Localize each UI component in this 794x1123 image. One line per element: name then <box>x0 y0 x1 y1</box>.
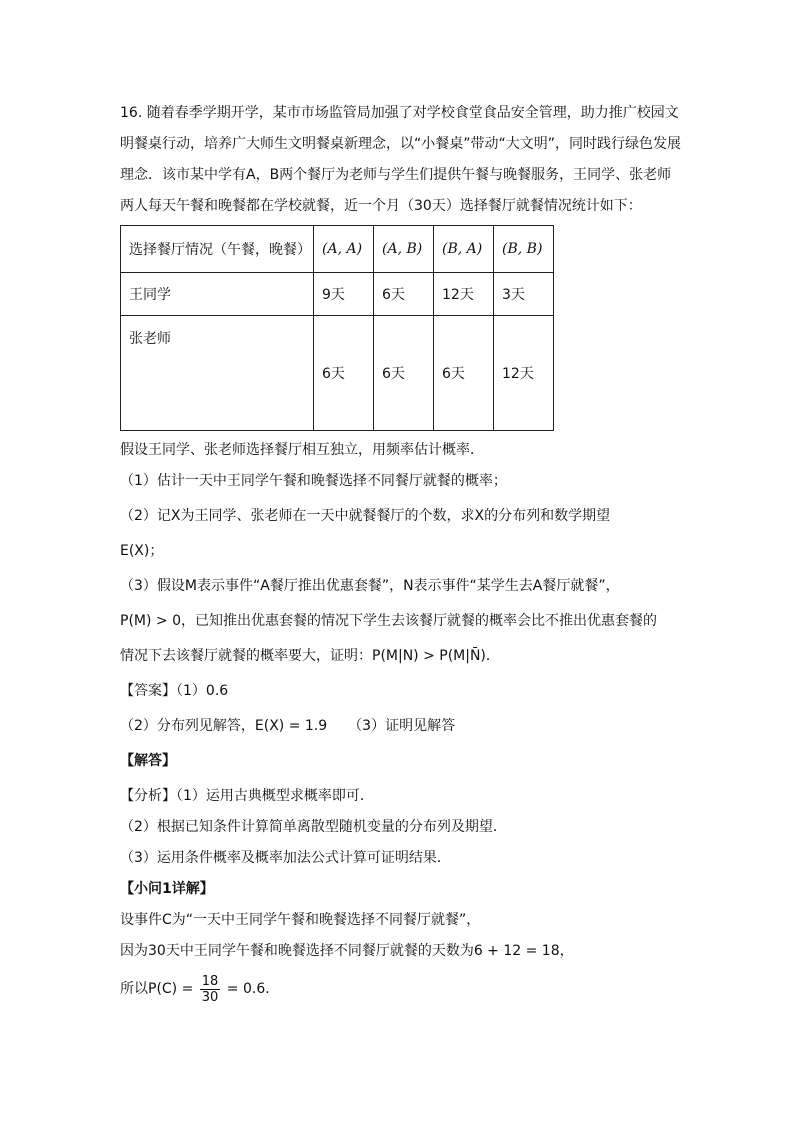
table-header-ab: (A, B) <box>374 226 434 273</box>
row-name: 张老师 <box>121 316 314 431</box>
question-1: （1）估计一天中王同学午餐和晚餐选择不同餐厅就餐的概率； <box>120 473 507 489</box>
table-row <box>121 316 554 431</box>
problem-content <box>120 98 680 1009</box>
table-cell: 12天 <box>434 273 494 316</box>
final-result-line <box>120 969 680 1009</box>
intro-line-3: 理念．该市某中学有A，B两个餐厅为老师与学生们提供午餐与晚餐服务，王同学、张老师 <box>120 167 672 183</box>
question-3-line-2: P(M) > 0，已知推出优惠套餐的情况下学生去该餐厅就餐的概率会比不推出优惠套餐的 <box>120 613 657 629</box>
question-3-line-1: （3）假设M表示事件“A餐厅推出优惠套餐”，N表示事件“某学生去A餐厅就餐”， <box>120 578 620 594</box>
row-name: 王同学 <box>121 273 314 316</box>
table-header-bb: (B, B) <box>494 226 554 273</box>
question-3-line-3: 情况下去该餐厅就餐的概率要大，证明：P(M|N) > P(M|N̄)． <box>120 648 500 664</box>
table-cell: 6天 <box>374 316 434 431</box>
table-header-ba: (B, A) <box>434 226 494 273</box>
table-row <box>121 273 554 316</box>
sub-question-1-heading: 【小问1详解】 <box>120 881 214 897</box>
final-result-suffix: = 0.6． <box>226 981 280 997</box>
intro-line-4: 两人每天午餐和晚餐都在学校就餐，近一个月（30天）选择餐厅就餐情况统计如下： <box>120 198 642 214</box>
final-result-prefix: 所以P(C) = <box>120 981 194 997</box>
analysis-line-2: （2）根据已知条件计算简单离散型随机变量的分布列及期望． <box>120 819 507 835</box>
table-header-aa: (A, A) <box>314 226 374 273</box>
intro-line-2: 明餐桌行动，培养广大师生文明餐桌新理念，以“小餐桌”带动“大文明”，同时践行绿色发展 <box>120 136 682 152</box>
question-2-line-2: E(X)； <box>120 543 164 559</box>
answer-line-2: （2）分布列见解答，E(X) = 1.9 （3）证明见解答 <box>120 718 456 734</box>
analysis-line-3: （3）运用条件概率及概率加法公式计算可证明结果． <box>120 850 451 866</box>
solution-line-2: 因为30天中王同学午餐和晚餐选择不同餐厅就餐的天数为6 + 12 = 18， <box>120 943 574 959</box>
analysis-line-1: 【分析】（1）运用古典概型求概率即可． <box>120 788 374 804</box>
fraction <box>200 974 221 1005</box>
intro-line-1: 16. 随着春季学期开学，某市市场监管局加强了对学校食堂食品安全管理，助力推广校园文 <box>120 105 679 121</box>
question-2-line-1: （2）记X为王同学、张老师在一天中就餐餐厅的个数，求X的分布列和数学期望 <box>120 508 611 524</box>
table-cell: 6天 <box>374 273 434 316</box>
table-header-row <box>121 226 554 273</box>
assumption-text: 假设王同学、张老师选择餐厅相互独立，用频率估计概率． <box>120 442 484 458</box>
fraction-numerator: 18 <box>201 973 219 989</box>
table-cell: 9天 <box>314 273 374 316</box>
table-cell: 6天 <box>434 316 494 431</box>
table-header-label: 选择餐厅情况（午餐，晚餐） <box>121 226 314 273</box>
solution-line-1: 设事件C为“一天中王同学午餐和晚餐选择不同餐厅就餐”， <box>120 912 481 928</box>
table-cell: 12天 <box>494 316 554 431</box>
answer-line-1: 【答案】（1）0.6 <box>120 683 229 699</box>
fraction-denominator: 30 <box>201 989 219 1005</box>
statistics-table <box>120 225 554 431</box>
solution-heading: 【解答】 <box>120 753 176 769</box>
table-cell: 3天 <box>494 273 554 316</box>
table-cell: 6天 <box>314 316 374 431</box>
